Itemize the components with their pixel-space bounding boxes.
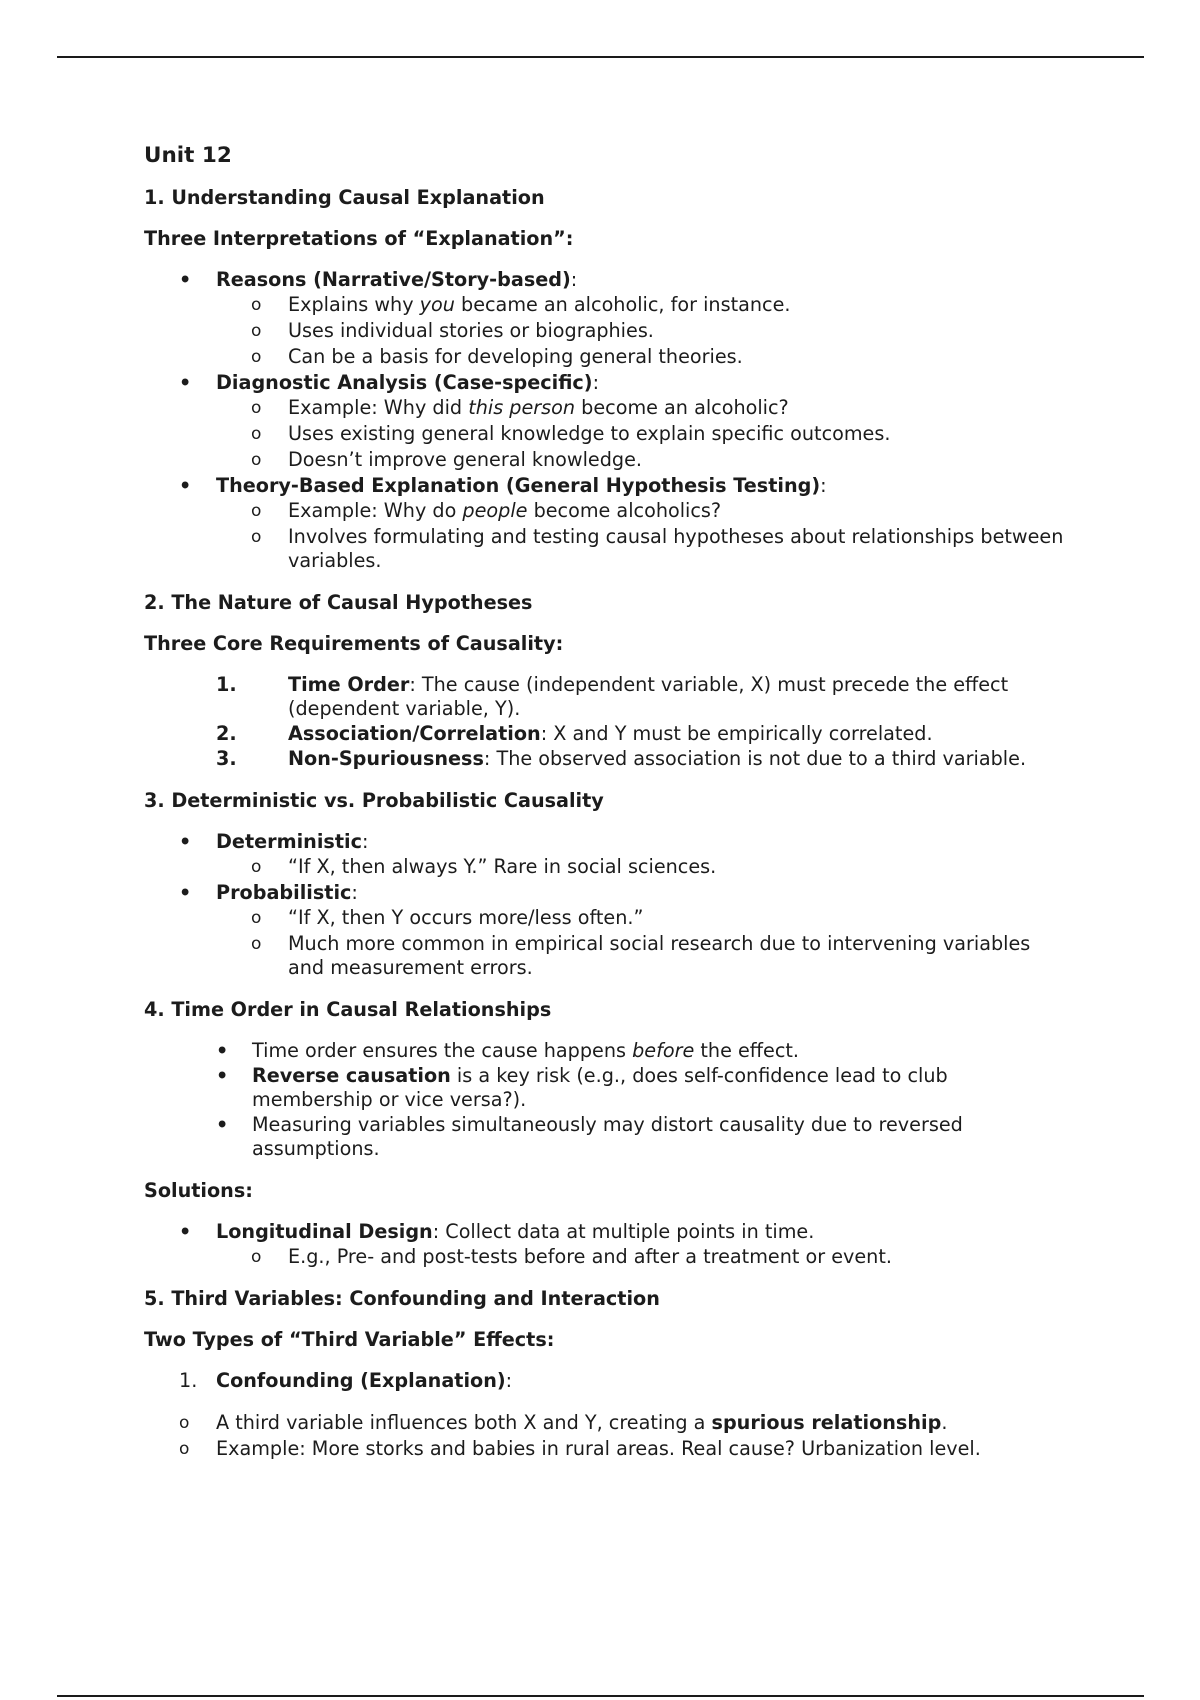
list-item: • Longitudinal Design: Collect data at multiple points in time. o E.g., Pre- and post-tests before and after a treatment or event. bbox=[144, 1220, 1064, 1269]
list-item: • Deterministic: o “If X, then always Y.” Rare in social sciences. bbox=[144, 830, 1064, 879]
list-item: • Probabilistic: o “If X, then Y occurs more/less often.” o Much more common in empirical social research due to intervening variables and measurement errors. bbox=[144, 881, 1064, 980]
requirements-list bbox=[144, 673, 1064, 771]
interpretations-list bbox=[144, 268, 1064, 573]
list-item: • Diagnostic Analysis (Case-specific): o Example: Why did this person become an alcoholic? o Uses existing general knowledge to explain specific outcomes. o Doesn’t improve general knowledge. bbox=[144, 371, 1064, 472]
section-5-title: 5. Third Variables: Confounding and Interaction bbox=[144, 1287, 660, 1310]
list-item: 2. Association/Correlation: X and Y must be empirically correlated. bbox=[216, 722, 933, 745]
header-rule bbox=[57, 56, 1144, 58]
section-3-title: 3. Deterministic vs. Probabilistic Causality bbox=[144, 789, 604, 812]
section-2-title: 2. The Nature of Causal Hypotheses bbox=[144, 591, 533, 614]
third-variable-list bbox=[144, 1369, 1064, 1393]
solutions-list bbox=[144, 1220, 1064, 1269]
list-item: • Time order ensures the cause happens before the effect. bbox=[144, 1039, 1064, 1063]
list-item: 1. Time Order: The cause (independent variable, X) must precede the effect (dependent variable, Y). bbox=[216, 673, 1009, 720]
section-4-title: 4. Time Order in Causal Relationships bbox=[144, 998, 552, 1021]
list-item: o E.g., Pre- and post-tests before and after a treatment or event. bbox=[144, 1245, 1064, 1269]
solutions-label: Solutions: bbox=[144, 1179, 253, 1202]
document-body bbox=[144, 142, 1064, 1461]
list-item: • Measuring variables simultaneously may distort causality due to reversed assumptions. bbox=[144, 1113, 1064, 1161]
causality-list bbox=[144, 830, 1064, 980]
section-2-subtitle: Three Core Requirements of Causality: bbox=[144, 632, 564, 655]
list-item: o Doesn’t improve general knowledge. bbox=[144, 448, 1064, 472]
list-item: o Uses individual stories or biographies. bbox=[144, 319, 1064, 343]
unit-title: Unit 12 bbox=[144, 143, 232, 168]
list-item: 1. Confounding (Explanation): bbox=[179, 1369, 513, 1392]
list-item: • Reverse causation is a key risk (e.g., does self-confidence lead to club membership or vice versa?). bbox=[144, 1064, 1064, 1112]
list-item: o Much more common in empirical social research due to intervening variables and measurement errors. bbox=[144, 932, 1064, 980]
list-item: o Example: Why do people become alcoholics? bbox=[144, 499, 1064, 523]
list-item: o A third variable influences both X and Y, creating a spurious relationship. bbox=[72, 1411, 1064, 1435]
list-item: o Example: More storks and babies in rural areas. Real cause? Urbanization level. bbox=[72, 1437, 1064, 1461]
list-item: • Reasons (Narrative/Story-based): o Explains why you became an alcoholic, for instance. o Uses individual stories or biographies. o Can be a basis for developing general theories. bbox=[144, 268, 1064, 369]
list-item: o Explains why you became an alcoholic, for instance. bbox=[144, 293, 1064, 317]
section-5-subtitle: Two Types of “Third Variable” Effects: bbox=[144, 1328, 555, 1351]
confounding-sublist bbox=[144, 1411, 1064, 1461]
list-item: • Theory-Based Explanation (General Hypothesis Testing): o Example: Why do people become alcoholics? o Involves formulating and testing causal hypotheses about relationships between variables. bbox=[144, 474, 1064, 573]
time-order-list bbox=[144, 1039, 1064, 1161]
list-item: o “If X, then always Y.” Rare in social sciences. bbox=[144, 855, 1064, 879]
section-1-title: 1. Understanding Causal Explanation bbox=[144, 186, 545, 209]
list-item: o Can be a basis for developing general theories. bbox=[144, 345, 1064, 369]
list-item: o Involves formulating and testing causal hypotheses about relationships between variables. bbox=[144, 525, 1064, 573]
list-item: o “If X, then Y occurs more/less often.” bbox=[144, 906, 1064, 930]
section-1-subtitle: Three Interpretations of “Explanation”: bbox=[144, 227, 574, 250]
list-item: 3. Non-Spuriousness: The observed association is not due to a third variable. bbox=[216, 747, 1027, 770]
list-item: o Example: Why did this person become an alcoholic? bbox=[144, 396, 1064, 420]
footer-rule bbox=[57, 1695, 1144, 1697]
list-item: o Uses existing general knowledge to explain specific outcomes. bbox=[144, 422, 1064, 446]
